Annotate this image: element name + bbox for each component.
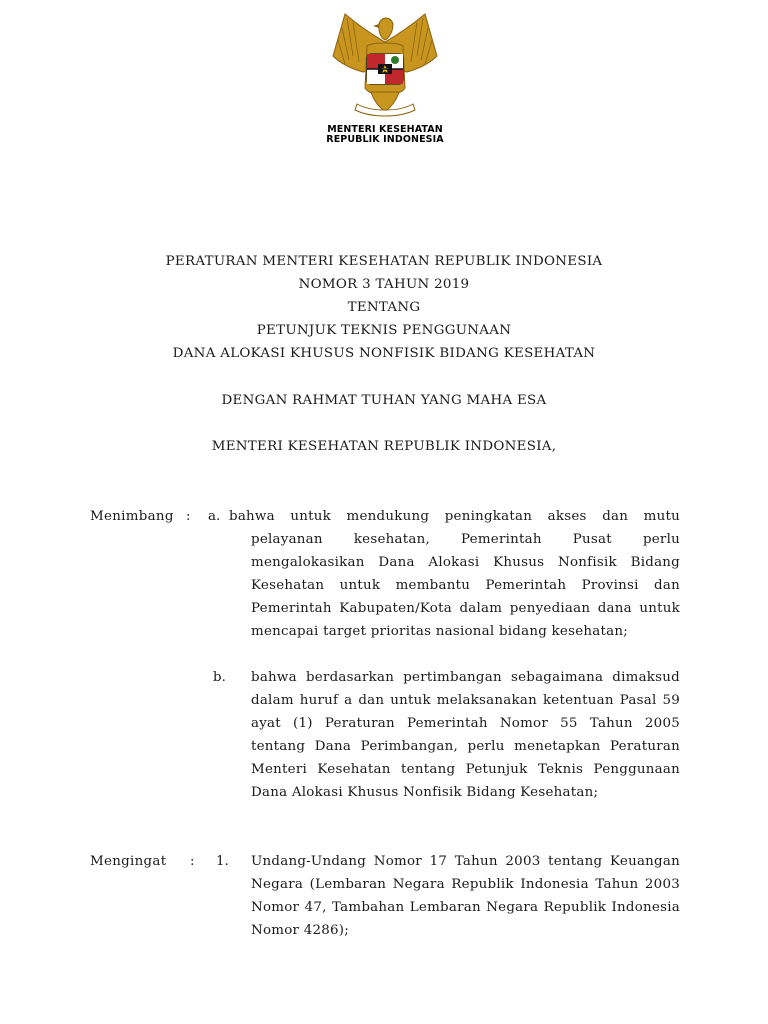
mengingat-marker-1: 1. [216, 854, 229, 869]
regulation-title: PERATURAN MENTERI KESEHATAN REPUBLIK INDONESIA [165, 254, 603, 269]
menimbang-item-b [251, 666, 680, 805]
preamble-blessing: DENGAN RAHMAT TUHAN YANG MAHA ESA [221, 393, 547, 408]
regulation-number: NOMOR 3 TAHUN 2019 [298, 277, 470, 292]
mengingat-item-1 [251, 850, 680, 942]
emblem-caption [300, 125, 470, 145]
title-tentang: TENTANG [347, 300, 421, 315]
regulation-subject-line2: DANA ALOKASI KHUSUS NONFISIK BIDANG KESEHATAN [172, 346, 596, 361]
emblem-caption-line2: REPUBLIK INDONESIA [326, 134, 444, 145]
menimbang-colon: : [186, 509, 191, 524]
mengingat-label: Mengingat [90, 854, 167, 869]
menimbang-item-a [229, 505, 680, 644]
mengingat-colon: : [190, 854, 195, 869]
preamble-minister: MENTERI KESEHATAN REPUBLIK INDONESIA, [211, 439, 557, 454]
garuda-pancasila-emblem [323, 12, 447, 120]
emblem-caption-line1: MENTERI KESEHATAN [327, 124, 443, 135]
menimbang-marker-a: a. [208, 509, 221, 524]
menimbang-marker-b: b. [213, 670, 226, 685]
menimbang-label: Menimbang [90, 509, 174, 524]
mengingat-item-1-text: Undang-Undang Nomor 17 Tahun 2003 tentang Keuangan Negara (Lembaran Negara Republik Indonesia Tahun 2003 Nomor 47, Tambahan Lembaran Negara Republik Indonesia Nomor 4286); [251, 854, 680, 939]
regulation-subject-line1: PETUNJUK TEKNIS PENGGUNAAN [256, 323, 512, 338]
menimbang-item-a-text: bahwa untuk mendukung peningkatan akses dan mutu pelayanan kesehatan, Pemerintah Pusat perlu mengalokasikan Dana Alokasi Khusus Nonfisik Bidang Kesehatan untuk membantu Pemerintah Provinsi dan Pemerintah Kabupaten/Kota dalam penyediaan dana untuk mencapai target prioritas nasional bidang kesehatan; [229, 509, 680, 640]
menimbang-item-b-text: bahwa berdasarkan pertimbangan sebagaimana dimaksud dalam huruf a dan untuk melaksanakan ketentuan Pasal 59 ayat (1) Peraturan Pemerintah Nomor 55 Tahun 2005 tentang Dana Perimbangan, perlu menetapkan Peraturan Menteri Kesehatan tentang Petunjuk Teknis Penggunaan Dana Alokasi Khusus Nonfisik Bidang Kesehatan; [251, 670, 680, 801]
